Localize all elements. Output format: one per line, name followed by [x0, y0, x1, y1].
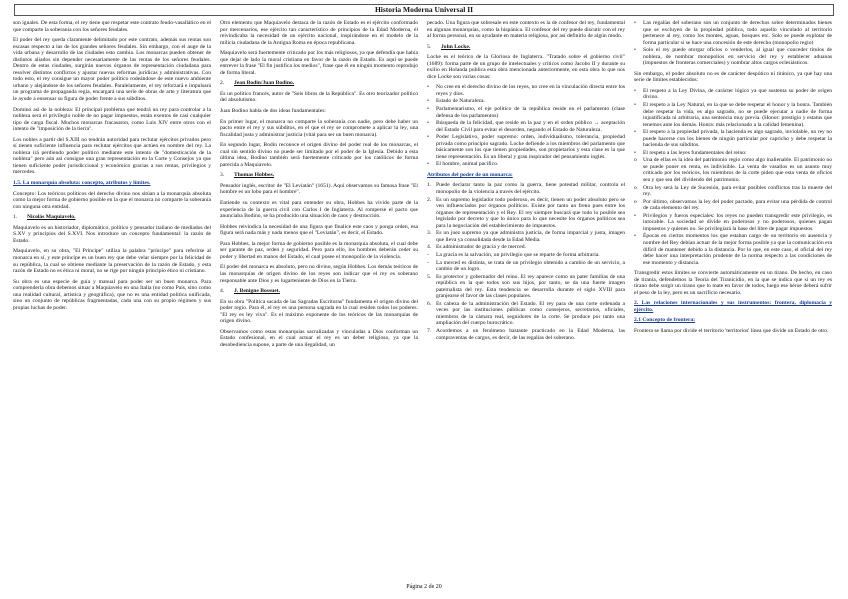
- paragraph: Sin embargo, el poder absoluto no es de carácter despótico ni tiránico, ya que hay una serie de límites establecidos:: [634, 70, 832, 84]
- list-item: • Privilegios y fueros especiales: los reyes no pueden transgredir este privilegio, es intocable. La sociedad se divide en poderosos y no poderosos, quienes pagan impuestos y quienes no. Se privilegiará la base del libre de pagar impuestos.: [634, 212, 832, 232]
- paragraph: Maquiavelo será fuertemente criticado por los más religiosos, ya que defendía que había que dejar de lado la moral cristiana en favor de la razón de Estado. Es aquí se puede entrever la frase "El fin justifica los medios", frase que él en ningún momento reprodujo de forma literal.: [220, 50, 418, 76]
- list-item: • Estado de Naturaleza.: [427, 98, 485, 105]
- paragraph: Pensador inglés, escritor de "El Leviatán" (1651). Aquí observamos su famosa frase "El hombre es un lobo para el hombre".: [220, 182, 418, 196]
- attributes-list: [427, 182, 625, 341]
- list-item: o Una de ellas es la idea del patrimonio regio como algo inalienable. El patrimonio no se puede poner en renta, es indivisible. La venta de vasallos es un asunto muy criticado por los teóricos, los miembros de la corte piden que esta venta de oficios sea y que sea del dividendo del patrimonio.: [634, 157, 832, 184]
- paragraph: Frontera se llama por divide el territorio 'territorios' línea que divide un Estado de otro.: [634, 327, 829, 334]
- paragraph: pecado. Una figura que sobresale en este contexto es la de confesor del rey, fundamental en algunas monarquías, como la hispánica. El confesor del rey puede discutir con el rey al forma personal, en su ayudante en materia religiosa, por así definirlo de algún modo.: [427, 20, 625, 40]
- section-heading-2-1: 2.1 Concepto de frontera:: [634, 317, 696, 324]
- text-column-3: [427, 20, 625, 580]
- list-item: • El hombre, animal pacífico.: [427, 161, 499, 168]
- author-name: J. Benigne Bossuet.: [234, 288, 280, 295]
- paragraph: En su obra "Política sacada de las Sagradas Escrituras" fundamenta el origen divino del poder regio. Para él, el rey es una persona sagrada en la cual residen todos los poderes. "El rey es ley viva". Es el máximo exponente de los teóricos de las monarquías de origen divino.: [220, 298, 418, 325]
- locke-ideas-list: [427, 84, 625, 168]
- paragraph: Los nobles a partir del S.XIII no tendrán autoridad para reclutar ejércitos privados pero sí tienen suficiente influencia para reclutar ejércitos que actúen en nombre del rey. La nobleza irá perdiendo poder político mediante este intento de "domesticación de la nobleza" pero aún así consigue una gran representación en la Corte y Consejos ya que tienen suficiente poder jurisdiccional y económico gracias a sus rentas, privilegios y mercedes.: [13, 136, 211, 176]
- list-item: • El respeto a la Ley Natural, en la que se debe respetar el honor y la honra. También debe respetar la vida, es algo sagrado, no se puede ejecutar a nadie de forma injustificada ni arbitraria, una sentencia muy previa. (Honor: prestigio y estatus que tenemos ante los demás. Honra: más relacionado a la calidad femenina).: [634, 102, 832, 128]
- paragraph-concepto: Concepto: Los teóricos políticos del derecho divino nos sitúan a la monarquía absoluta como la mejor forma de gobierno posible en la que el monarca no comparte la soberanía con ninguna otra entidad.: [13, 190, 211, 210]
- text-column-2: [220, 20, 418, 580]
- list-item: • Solo el rey puede otorgar oficios o venderlos, al igual que conceder títulos de nobleza, de nombrar monopolios en servicio del rey y establecer aduanas (impuestos de fronteras comerciales) y nombrar altos cargos eclesiásticos.: [634, 47, 832, 67]
- author-name: Jean Bodin/Juan Bodino.: [234, 80, 295, 87]
- page-number: Página 2 de 20: [406, 584, 442, 590]
- list-item: • El respeto a las leyes fundamentales del reino:: [634, 149, 747, 156]
- list-item: • Épocas en ciertos momentos los que estaban cargo de un territorio en ausencia y nombre del Rey debían actuar de la mejor forma posible ya que la comunicación era difícil de mantener debido a la distancia. Por lo que, en este caso, el oficial del rey debe hacer una interpretación prudente de la norma respecto a las condiciones de ese momento y distancia.: [634, 233, 832, 266]
- paragraph: En primer lugar, el monarca no comparte la soberanía con nadie, pero debe haber un pacto entre el rey y sus súbditos, en el que el rey se compromete a aplicar la ley, una fiscalidad justa y administrar justicia (vital para ser un buen monarca).: [220, 118, 418, 138]
- list-item: • Las regalías del soberano son un conjunto de derechos sobre determinados bienes que se excluyen de la propiedad pública, todo aquello vinculado al territorio pertenece al rey, como los montes, aguas, bosques etc. Solo se puede explotar de forma particular si se hace una concesión de este derecho (monopolio regio): [634, 20, 832, 46]
- list-item: • El respeto a la propiedad privada, la hacienda es algo sagrado, inviolable, un rey no puede hacerse con los bienes de ningún particular por capricho y debe respetar la hacienda de sus súbditos.: [634, 129, 832, 149]
- text-column-4: [634, 20, 832, 580]
- numbered-heading-locke: 5. John Locke.: [427, 44, 625, 51]
- paragraph: son iguales. De esta forma, el rey tiene que respetar este contrato feudo-vasallático en el que comparte la soberanía con los señores feudales.: [13, 20, 211, 33]
- list-item: - La merced es distinta, se trata de un privilegio obtenido a cambio de un servicio, a cambio de un logro.: [427, 259, 625, 273]
- list-item: 4. Es administrador de gracia y de merced.: [427, 244, 526, 251]
- list-item: 2. Es un supremo legislador todo poderoso, es decir, tienen un poder absoluto pero se ven influenciados por órganos políticos. Existe por tanto un freno pues entre los órganos de representación y el Rey. El rey siempre buscará que todo lo posible sea legislado por decreto y que lo único para lo que necesite los órganos políticos sea para la negociación del establecimiento de impuestos.: [427, 196, 625, 229]
- section-heading-1-5: 1.5. La monarquía absoluta: concepto, atributos y límites.: [13, 180, 151, 187]
- limits-list: [634, 88, 832, 266]
- author-name: John Locke.: [441, 43, 471, 50]
- paragraph: Su obra es una especie de guía y manual para poder ser un buen monarca. Para comprenderla obra debemos situar a Maquiavelo en una Italia (no como País, sino como una realidad cultural, artística y geográfica), que no es una entidad política unificada, sino un conjunto de repúblicas fragmentadas, cada una con su propio régimen y sus propias luchas de poder.: [13, 278, 211, 311]
- author-name: Thomas Hobbes.: [234, 172, 275, 179]
- list-item: • No cree en el derecho divino de los reyes, no cree en la vinculación directa entre los reyes y dios.: [427, 84, 625, 97]
- list-item: o Otra ley será la Ley de Sucesión, para evitar posibles conflictos tras la muerte del rey.: [634, 184, 832, 198]
- list-item: o Por último, observamos la ley del poder pactado, para evitar una pérdida de control de cada elemento del rey.: [634, 198, 832, 212]
- paragraph: Transgredir estos límites se convierte automáticamente en un tirano. De hecho, en caso de tiranía, defendemos la Teoría del Tiranicidio, en la que se indica que si un rey es tirano debe surgir un tirano que lo mate en favor de todos, luego ese héroe deberá sufrir el peso de la ley, pero es un sacrificio necesario.: [634, 270, 832, 296]
- page-header: [14, 4, 834, 16]
- author-name: Nicolás Maquiavelo.: [27, 214, 76, 221]
- section-heading-atributos: Atributos del poder de un monarca:: [427, 171, 513, 178]
- paragraph: En segundo lugar, Bodin reconoce el origen divino del poder real de los monarcas, el cual sin sentido divino no puede ser limitado por el poder de la Iglesia. Debido a esta última idea, Bodino también será fuertemente criticado por los católicos de forma parecida a Maquiavelo.: [220, 142, 418, 168]
- list-item: 3. Es un juez supremo ya que administra justicia, de forma imparcial y justa, imagen que lleva ya consolidada desde la Edad Media.: [427, 230, 625, 243]
- text-column-1: [13, 20, 211, 580]
- list-item: • Parlamentarismo, el eje político de la república reside en el parlamento (clase defensa de los parlamentos): [427, 106, 625, 119]
- header-title: Historia Moderna Universal II: [374, 5, 474, 14]
- paragraph: El poder del rey queda claramente delimitado por este contrato, además sus rentas son escasas respecto a las de los grandes señores feudales. Sin embargo, con el auge de la vida urbana y desarrollo de las ciudades esto cambia. Los monarcas pueden obtener de distintos aliados sin depender necesariamente de las rentas de los señores feudales. Dentro de estas ciudades, surgirán nuevos órganos de representación ciudadana para resolver distintos conflictos y ajustar nuevas reformas jurídicas y administrativas. Con todo esto, el rey consigue un mayor poder político rodeándose de este nuevo ambiente urbano y alejándose de los señores feudales. Paralelamente, el rey reforzará e impulsará un programa de propaganda regia, encargará una serie de obras de arte y literatura que le ayude a ensensar su figura de poder frente a sus súbditos.: [13, 37, 211, 103]
- paragraph: Es un político francés, autor de "Seis libros de la República". Es otro teorizador político del absolutismo.: [220, 90, 418, 104]
- paragraph: Maquiavelo es un historiador, diplomático, político y pensador italiano de mediados del S.XV y principios del S.XVI. Nos introduce un concepto fundamental: la razón de Estado.: [13, 224, 211, 244]
- paragraph: Juan Bodino habla de dos ideas fundamentales:: [220, 108, 326, 115]
- numbered-heading-hobbes: 3. Thomas Hobbes.: [220, 172, 418, 179]
- list-item: 6. Es cabeza de la administración del Estado. El rey para de una corte ordenada a veces por las instituciones públicas como consejeros, secretarios, oficiales, miembros de la cámara real, seguidores de la corte. Se produce por tanto una ampliación del cuerpo burocrático.: [427, 300, 625, 327]
- paragraph: Maquiavelo, en su obra, "El Príncipe" utiliza la palabra "príncipe" para referirse al monarca en sí, y este príncipe es un buen rey que debe velar siempre por la felicidad de su república, la cual se obtiene mediante la preservación de la razón de Estado, y esta razón de Estado no es ética ni moral, no se rige por ningún principio ético ni cristiano.: [13, 248, 211, 275]
- paragraph: Hobbes reivindica la necesidad de una figura que finalice este caos y ponga orden, esa figura será nada más y nada menos que el "Leviatán", es decir, el Estado.: [220, 223, 418, 237]
- numbered-heading-bodin: 2. Jean Bodin/Juan Bodino.: [220, 80, 418, 87]
- list-item: • Poder Legislativo, poder supremo: orden, individualismo, tolerancia, propiedad privada como principio sagrado. Locke defiende a los miembros del parlamento que básicamente son los que tienen propiedades, son propietarios y esta clase es la que tiene representación. Es un liberal y gran inspirador del pensamiento inglés.: [427, 134, 625, 160]
- list-item: 5. Es protector y gobernador del reino. El rey aparece como un pater familias de una república en la que todos son sus hijos, por tanto, se da una fuerte imagen paternalista del rey. Esta tendencia se desarrolla durante el siglo XVIII para granjearse el favor de las clases populares.: [427, 273, 625, 300]
- section-heading-2: 2. Las relaciones internacionales y sus instrumentos: frontera, diplomacia y ejército.: [634, 300, 832, 313]
- paragraph: El poder del monarca es absoluto, pero no divino, según Hobbes. Los demás teóricos de las monarquías de origen divino de los reyes son indicar que el rey es soberano responsable ante Dios y es lugarteniente de Dios en la Tierra.: [220, 264, 418, 284]
- regalias-list: [634, 20, 832, 67]
- numbered-heading-bossuet: 4. J. Benigne Bossuet.: [220, 288, 418, 295]
- list-item: - La gracia es la salvación, un privilegio que se reparte de forma arbitraria.: [427, 251, 600, 258]
- list-item: 1. Puede declarar tanto la paz como la guerra, tiene potestad militar, controla el monopolio de la violencia a través del ejército.: [427, 182, 625, 196]
- paragraph: Observamos como estas monarquías sacralizadas y vinculadas a Dios conforman un Estado confesional, en el cual actuar el rey es un deber religioso, ya que la desobediencia supone, a parte de una ilegalidad, un: [220, 328, 418, 348]
- page-footer: [0, 584, 848, 590]
- paragraph: Entiende su contexto es vital para entender su obra, Hobbes ha vivido parte de la experiencia de la guerra civil con Carlos I de Inglaterra. Al romperse el pacto que anunciaba Bodino, se ha producido una situación de caos y destrucción.: [220, 200, 418, 220]
- paragraph: Para Hobbes, la mejor forma de gobierno posible es la monarquía absoluta, el cual debe ser garante de paz, orden y seguridad. Pero para ello, los hombres deberán ceder su poder y libertad en manos del Estado, el cual posee el monopolio de la violencia.: [220, 240, 418, 260]
- list-item: • Búsqueda de la felicidad, que reside en la paz y en el orden público → aceptación del Estado Civil para evitar el desorden, negando el Estado de Naturaleza.: [427, 120, 625, 133]
- paragraph: Locke es el teórico de la Gloriosa de Inglaterra. "Tratado sobre el gobierno civil" (1689): forma parte de un grupo de intelectuales y críticos como Jacobo II y durante su exilio en Holanda publica esta obra mencionada anteriormente, en esta obra lo que nos dice Locke son varias cosas:: [427, 54, 625, 80]
- paragraph: Otro elemento que Maquiavelo destaca de la razón de Estado es el ejército conformado por mercenarios, ese ejército tan característico de principios de la Edad Moderna, él reivindicaba la necesidad de un ejército nacional, inspirándose en el modelo de la milicia ciudadana de la Antigua Roma en época republicana.: [220, 20, 418, 46]
- list-item: 7. Acordemos a un fenómeno bastante practicado en la Edad Moderna, las compraventas de cargos, es decir, de las regalías del soberano.: [427, 327, 625, 341]
- paragraph: Dominó así de la nobleza: El principal problema que tendrá un rey para controlar a la nobleza será el privilegio noble de no pagar impuestos, están exentos de casi cualquier tipo de carga fiscal. Muchos monarcas fracasaron, como Luis XIV entre otros con el intento de "imposición de la tierra".: [13, 106, 211, 133]
- numbered-heading-maquiavelo: 1. Nicolás Maquiavelo.: [13, 214, 211, 221]
- list-item: • El respeto a la Ley Divina, de carácter lógico ya que sustenta su poder de origen divino.: [634, 87, 832, 101]
